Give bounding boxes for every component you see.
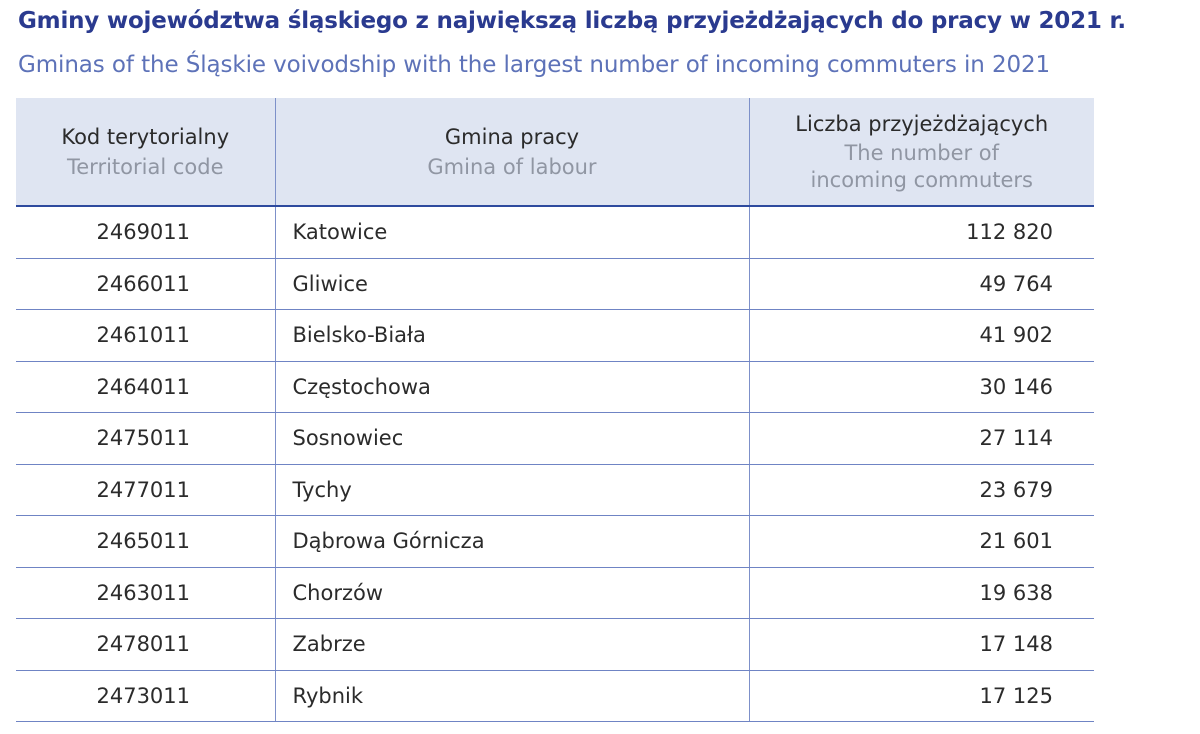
territorial-code-cell: 2469011	[16, 206, 275, 258]
header-label-en: Gmina of labour	[427, 155, 597, 179]
header-label-pl: Kod terytorialny	[61, 125, 230, 149]
table-header	[16, 98, 1094, 206]
commuter-count-cell: 19 638	[749, 567, 1094, 619]
commuter-count-cell: 17 125	[749, 670, 1094, 722]
header-territorial-code	[16, 98, 275, 206]
commuter-count-cell: 30 146	[749, 361, 1094, 413]
table-row	[16, 206, 1094, 258]
territorial-code-cell: 2478011	[16, 619, 275, 671]
header-row	[16, 98, 1094, 206]
page-title: Gminy województwa śląskiego z największą liczbą przyjeżdżających do pracy w 2021 r.	[18, 8, 1126, 34]
gmina-cell: Dąbrowa Górnicza	[275, 516, 749, 568]
table-row	[16, 619, 1094, 671]
table-row	[16, 516, 1094, 568]
gmina-cell: Zabrze	[275, 619, 749, 671]
gmina-cell: Bielsko-Biała	[275, 310, 749, 362]
header-commuter-count	[749, 98, 1094, 206]
table-row	[16, 413, 1094, 465]
gmina-cell: Gliwice	[275, 258, 749, 310]
table-row	[16, 567, 1094, 619]
commuter-count-cell: 41 902	[749, 310, 1094, 362]
territorial-code-cell: 2461011	[16, 310, 275, 362]
territorial-code-cell: 2475011	[16, 413, 275, 465]
territorial-code-cell: 2463011	[16, 567, 275, 619]
territorial-code-cell: 2465011	[16, 516, 275, 568]
gmina-cell: Chorzów	[275, 567, 749, 619]
gmina-cell: Katowice	[275, 206, 749, 258]
territorial-code-cell: 2477011	[16, 464, 275, 516]
header-label-en: The number of incoming commuters	[810, 141, 1033, 192]
header-label-pl: Liczba przyjeżdżających	[795, 112, 1049, 136]
gmina-cell: Tychy	[275, 464, 749, 516]
commuter-count-cell: 49 764	[749, 258, 1094, 310]
table-row	[16, 670, 1094, 722]
commuter-count-cell: 17 148	[749, 619, 1094, 671]
page-subtitle: Gminas of the Śląskie voivodship with the largest number of incoming commuters in 2021	[18, 52, 1051, 78]
header-label-pl: Gmina pracy	[444, 125, 580, 149]
gmina-cell: Rybnik	[275, 670, 749, 722]
commuter-count-cell: 112 820	[749, 206, 1094, 258]
table-body	[16, 206, 1094, 722]
table-row	[16, 464, 1094, 516]
table-row	[16, 361, 1094, 413]
commuter-count-cell: 21 601	[749, 516, 1094, 568]
territorial-code-cell: 2466011	[16, 258, 275, 310]
table-row	[16, 258, 1094, 310]
table-row	[16, 310, 1094, 362]
commuter-count-cell: 23 679	[749, 464, 1094, 516]
gmina-cell: Częstochowa	[275, 361, 749, 413]
commuter-count-cell: 27 114	[749, 413, 1094, 465]
gmina-cell: Sosnowiec	[275, 413, 749, 465]
commuters-table	[16, 98, 1094, 722]
territorial-code-cell: 2464011	[16, 361, 275, 413]
header-label-en: Territorial code	[67, 155, 224, 179]
header-gmina	[275, 98, 749, 206]
territorial-code-cell: 2473011	[16, 670, 275, 722]
